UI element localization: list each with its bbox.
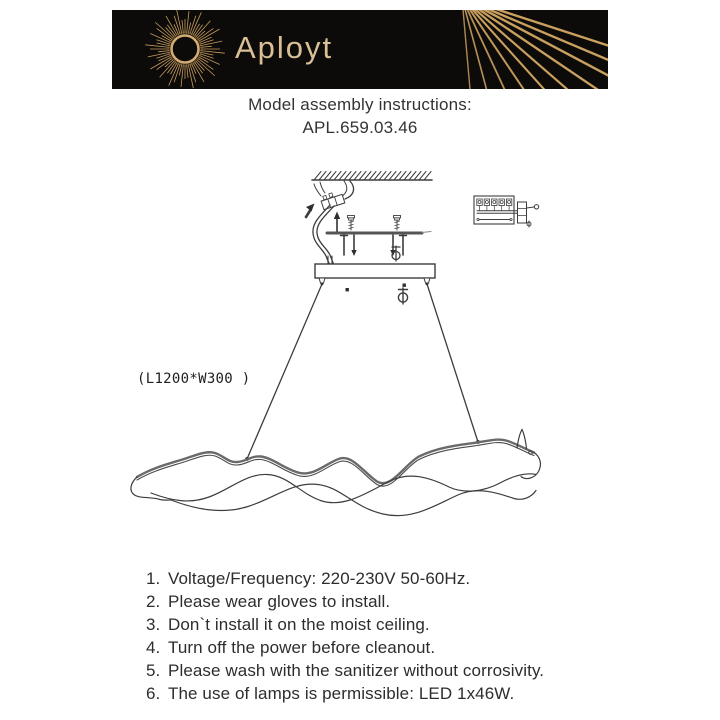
banner-art (112, 10, 608, 89)
item-text: The use of lamps is permissible: LED 1x46W. (168, 684, 515, 703)
instruction-item (146, 590, 606, 613)
power-cable (306, 181, 354, 264)
instruction-item (146, 659, 606, 682)
terminal-block-detail (474, 196, 539, 227)
title-block (112, 95, 608, 138)
item-number: 5. (146, 661, 161, 680)
instruction-item (146, 636, 606, 659)
starburst-logo-icon (144, 10, 226, 89)
brand-name: Aployt (235, 30, 334, 65)
instruction-item (146, 567, 606, 590)
suspension-wire-left (247, 284, 322, 459)
item-text: Please wash with the sanitizer without corrosivity. (168, 661, 545, 680)
suspension-wire-right (427, 284, 478, 442)
assembly-diagram (112, 150, 608, 550)
header-banner (112, 10, 608, 89)
wire-connector-icon (320, 190, 345, 210)
instruction-item (146, 613, 606, 636)
mounting-screw-right-icon (394, 216, 401, 231)
instruction-item (146, 682, 606, 705)
page-title: Model assembly instructions: (248, 95, 472, 114)
instruction-list (146, 567, 606, 705)
item-text: Don`t install it on the moist ceiling. (168, 615, 430, 634)
item-text: Voltage/Frequency: 220-230V 50-60Hz. (168, 569, 471, 588)
insert-arrow-icon (306, 204, 315, 218)
sunburst-corner-rays-icon (462, 10, 608, 89)
item-number: 2. (146, 592, 161, 611)
suspension-wires (245, 284, 480, 461)
ceiling (312, 172, 432, 181)
item-text: Please wear gloves to install. (168, 592, 391, 611)
wave-lamp (131, 430, 541, 516)
item-number: 3. (146, 615, 161, 634)
item-number: 6. (146, 684, 161, 703)
mounting-bracket (327, 232, 431, 234)
screw-symbol-icon (398, 288, 407, 304)
item-number: 4. (146, 638, 161, 657)
item-text: Turn off the power before cleanout. (168, 638, 436, 657)
dimension-label: (L1200*W300 ) (137, 371, 251, 387)
item-number: 1. (146, 569, 161, 588)
mounting-screw-left-icon (348, 216, 355, 231)
up-arrow-icon (334, 212, 340, 233)
model-number: APL.659.03.46 (302, 118, 418, 137)
